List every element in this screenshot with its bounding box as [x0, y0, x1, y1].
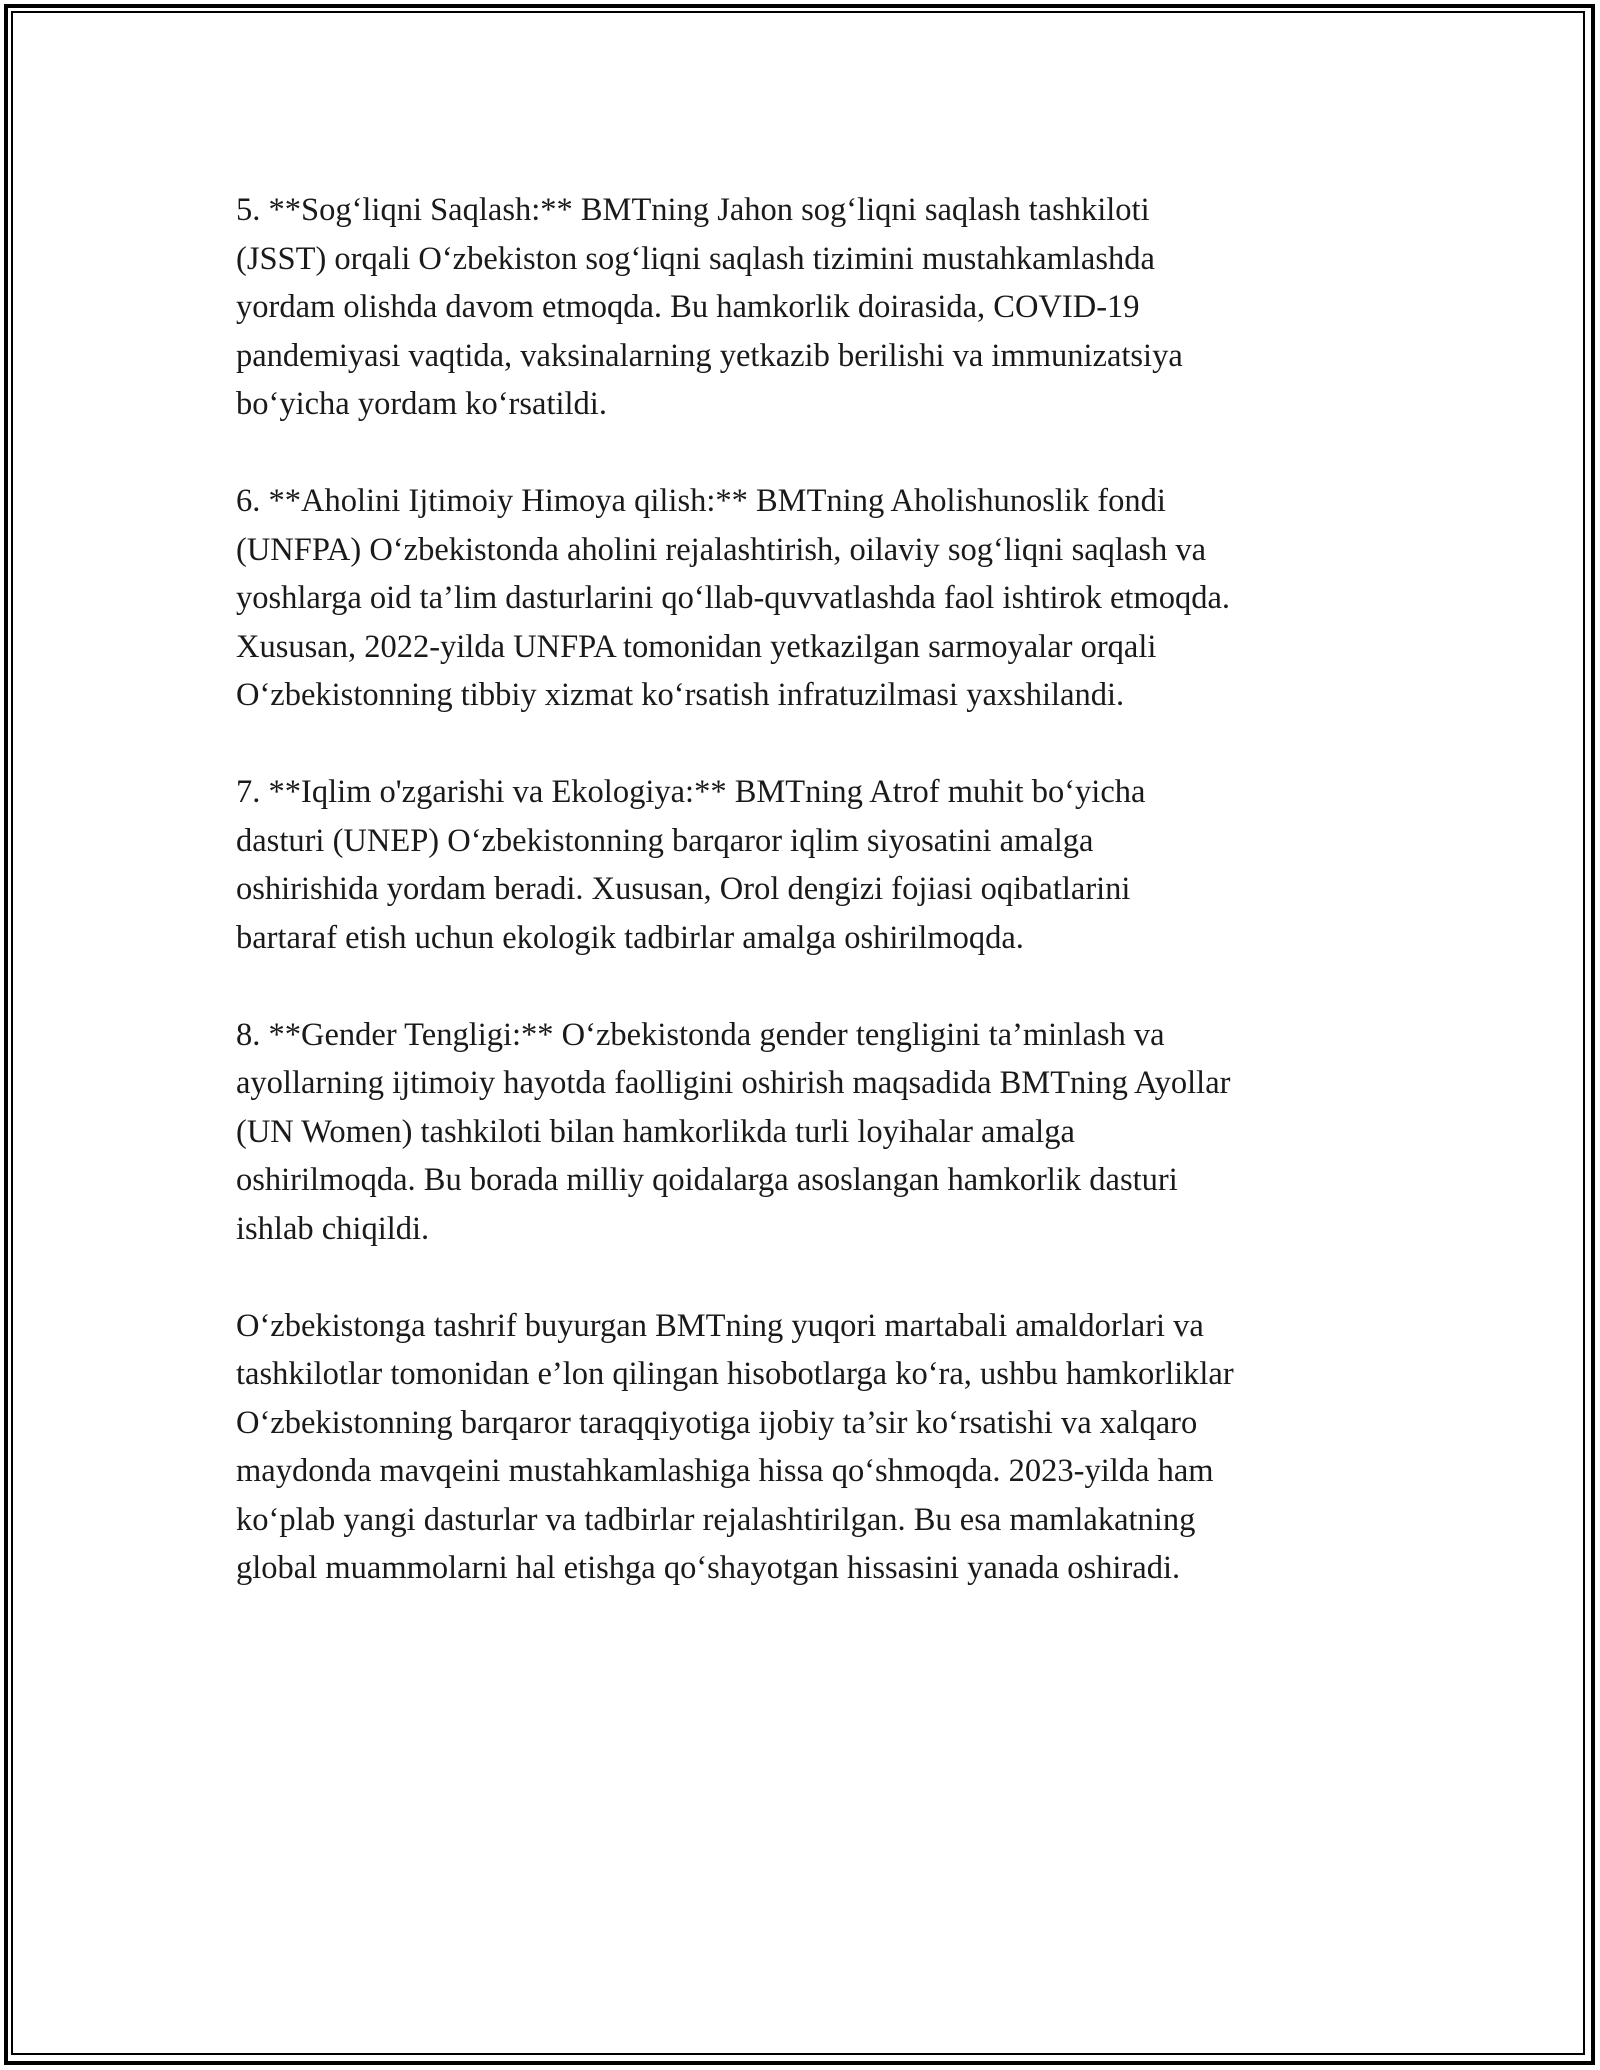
- text-line: bo‘yicha yordam ko‘rsatildi.: [236, 386, 607, 422]
- paragraph-gender-equality: [236, 1011, 1376, 1254]
- text-line: 6. **Aholini Ijtimoiy Himoya qilish:** BMTning Aholishunoslik fondi: [236, 483, 1166, 519]
- text-line: oshirishida yordam beradi. Xususan, Orol dengizi fojiasi oqibatlarini: [236, 871, 1131, 907]
- text-line: yordam olishda davom etmoqda. Bu hamkorlik doirasida, COVID-19: [236, 289, 1140, 325]
- text-line: (UN Women) tashkiloti bilan hamkorlikda turli loyihalar amalga: [236, 1113, 1075, 1150]
- text-line: maydonda mavqeini mustahkamlashiga hissa qo‘shmoqda. 2023-yilda ham: [236, 1453, 1214, 1489]
- paragraph-conclusion: [236, 1302, 1376, 1593]
- paragraph-social-protection: [236, 477, 1376, 720]
- text-line: 7. **Iqlim o'zgarishi va Ekologiya:** BMTning Atrof muhit bo‘yicha: [236, 774, 1146, 810]
- paragraph-climate-ecology: [236, 768, 1376, 962]
- text-line: O‘zbekistonga tashrif buyurgan BMTning yuqori martabali amaldorlari va: [236, 1307, 1204, 1344]
- text-line: ishlab chiqildi.: [236, 1210, 430, 1247]
- text-line: bartaraf etish uchun ekologik tadbirlar amalga oshirilmoqda.: [236, 919, 1024, 956]
- text-line: ko‘plab yangi dasturlar va tadbirlar rejalashtirilgan. Bu esa mamlakatning: [236, 1501, 1196, 1538]
- text-line: oshirilmoqda. Bu borada milliy qoidalarga asoslangan hamkorlik dasturi: [236, 1162, 1178, 1198]
- paragraph-healthcare: [236, 186, 1376, 429]
- text-line: ayollarning ijtimoiy hayotda faolligini oshirish maqsadida BMTning Ayollar: [236, 1065, 1231, 1101]
- text-line: yoshlarga oid ta’lim dasturlarini qo‘llab-quvvatlashda faol ishtirok etmoqda.: [236, 580, 1231, 616]
- document-body: [236, 186, 1376, 1641]
- text-line: (UNFPA) O‘zbekistonda aholini rejalashtirish, oilaviy sog‘liqni saqlash va: [236, 531, 1207, 568]
- text-line: dasturi (UNEP) O‘zbekistonning barqaror iqlim siyosatini amalga: [236, 822, 1094, 859]
- text-line: O‘zbekistonning barqaror taraqqiyotiga ijobiy ta’sir ko‘rsatishi va xalqaro: [236, 1404, 1198, 1441]
- text-line: pandemiyasi vaqtida, vaksinalarning yetkazib berilishi va immunizatsiya: [236, 337, 1183, 374]
- text-line: Xususan, 2022-yilda UNFPA tomonidan yetkazilgan sarmoyalar orqali: [236, 628, 1157, 665]
- text-line: O‘zbekistonning tibbiy xizmat ko‘rsatish infratuzilmasi yaxshilandi.: [236, 677, 1125, 713]
- text-line: global muammolarni hal etishga qo‘shayotgan hissasini yanada oshiradi.: [236, 1550, 1181, 1586]
- text-line: (JSST) orqali O‘zbekiston sog‘liqni saqlash tizimini mustahkamlashda: [236, 240, 1155, 277]
- text-line: 8. **Gender Tengligi:** O‘zbekistonda gender tengligini ta’minlash va: [236, 1016, 1165, 1053]
- text-line: 5. **Sog‘liqni Saqlash:** BMTning Jahon sog‘liqni saqlash tashkiloti: [236, 192, 1150, 228]
- text-line: tashkilotlar tomonidan e’lon qilingan hisobotlarga ko‘ra, ushbu hamkorliklar: [236, 1356, 1234, 1392]
